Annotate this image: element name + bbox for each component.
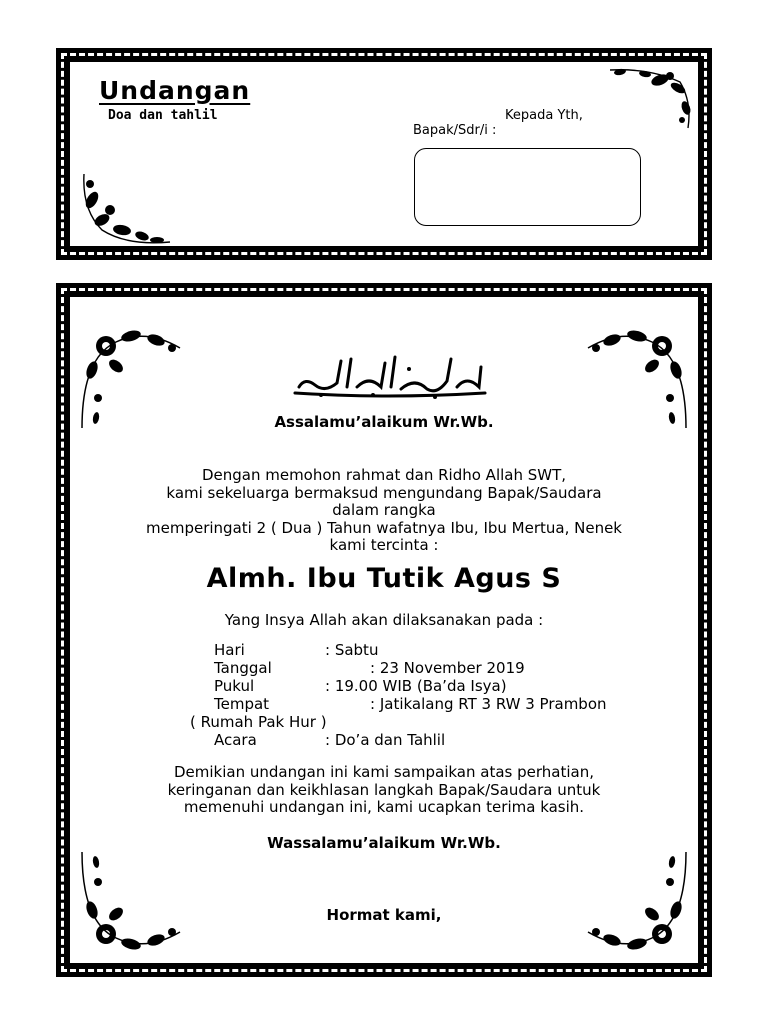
closing-line: keringanan dan keikhlasan langkah Bapak/Saudara untuk bbox=[167, 780, 601, 799]
body-line: Dengan memohon rahmat dan Ridho Allah SWT, bbox=[201, 466, 567, 484]
signature-line: Hormat kami, bbox=[326, 906, 442, 924]
invitation-body bbox=[68, 467, 700, 555]
pukul-value: : 19.00 WIB (Ba’da Isya) bbox=[325, 677, 507, 695]
deceased-name: Almh. Ibu Tutik Agus S bbox=[206, 563, 562, 594]
floral-corner-icon bbox=[600, 62, 700, 132]
envelope-subtitle: Doa dan tahlil bbox=[108, 108, 218, 123]
body-line: dalam rangka bbox=[332, 501, 436, 519]
tempat-extra: ( Rumah Pak Hur ) bbox=[190, 713, 327, 731]
tempat-value: : Jatikalang RT 3 RW 3 Prambon bbox=[370, 695, 607, 713]
schedule-intro: Yang Insya Allah akan dilaksanakan pada : bbox=[224, 611, 544, 629]
closing-greeting: Wassalamu’alaikum Wr.Wb. bbox=[267, 834, 501, 852]
closing-paragraph bbox=[68, 764, 700, 817]
floral-corner-icon bbox=[72, 170, 172, 248]
pukul-label: Pukul bbox=[214, 677, 255, 695]
closing-line: Demikian undangan ini kami sampaikan atas perhatian, bbox=[174, 763, 594, 781]
body-line: memperingati 2 ( Dua ) Tahun wafatnya Ibu, Ibu Mertua, Nenek bbox=[146, 518, 622, 537]
hari-label: Hari bbox=[214, 641, 245, 659]
tempat-label: Tempat bbox=[214, 695, 270, 713]
closing-line: memenuhi undangan ini, kami ucapkan terima kasih. bbox=[183, 798, 585, 816]
opening-greeting: Assalamu’alaikum Wr.Wb. bbox=[274, 413, 494, 431]
acara-value: : Do’a dan Tahlil bbox=[325, 731, 446, 749]
hari-value: : Sabtu bbox=[325, 641, 379, 659]
tanggal-value: : 23 November 2019 bbox=[370, 659, 525, 677]
body-line: kami sekeluarga bermaksud mengundang Bapak/Saudara bbox=[166, 483, 602, 502]
body-line: kami tercinta : bbox=[329, 536, 439, 554]
tanggal-label: Tanggal bbox=[214, 659, 272, 677]
acara-label: Acara bbox=[214, 731, 257, 749]
address-box[interactable] bbox=[414, 148, 641, 226]
envelope-title: Undangan bbox=[99, 76, 251, 105]
envelope-to-line: Kepada Yth, bbox=[505, 108, 583, 123]
bismillah-calligraphy-icon bbox=[285, 347, 495, 403]
envelope-recipient-line: Bapak/Sdr/i : bbox=[413, 123, 497, 138]
